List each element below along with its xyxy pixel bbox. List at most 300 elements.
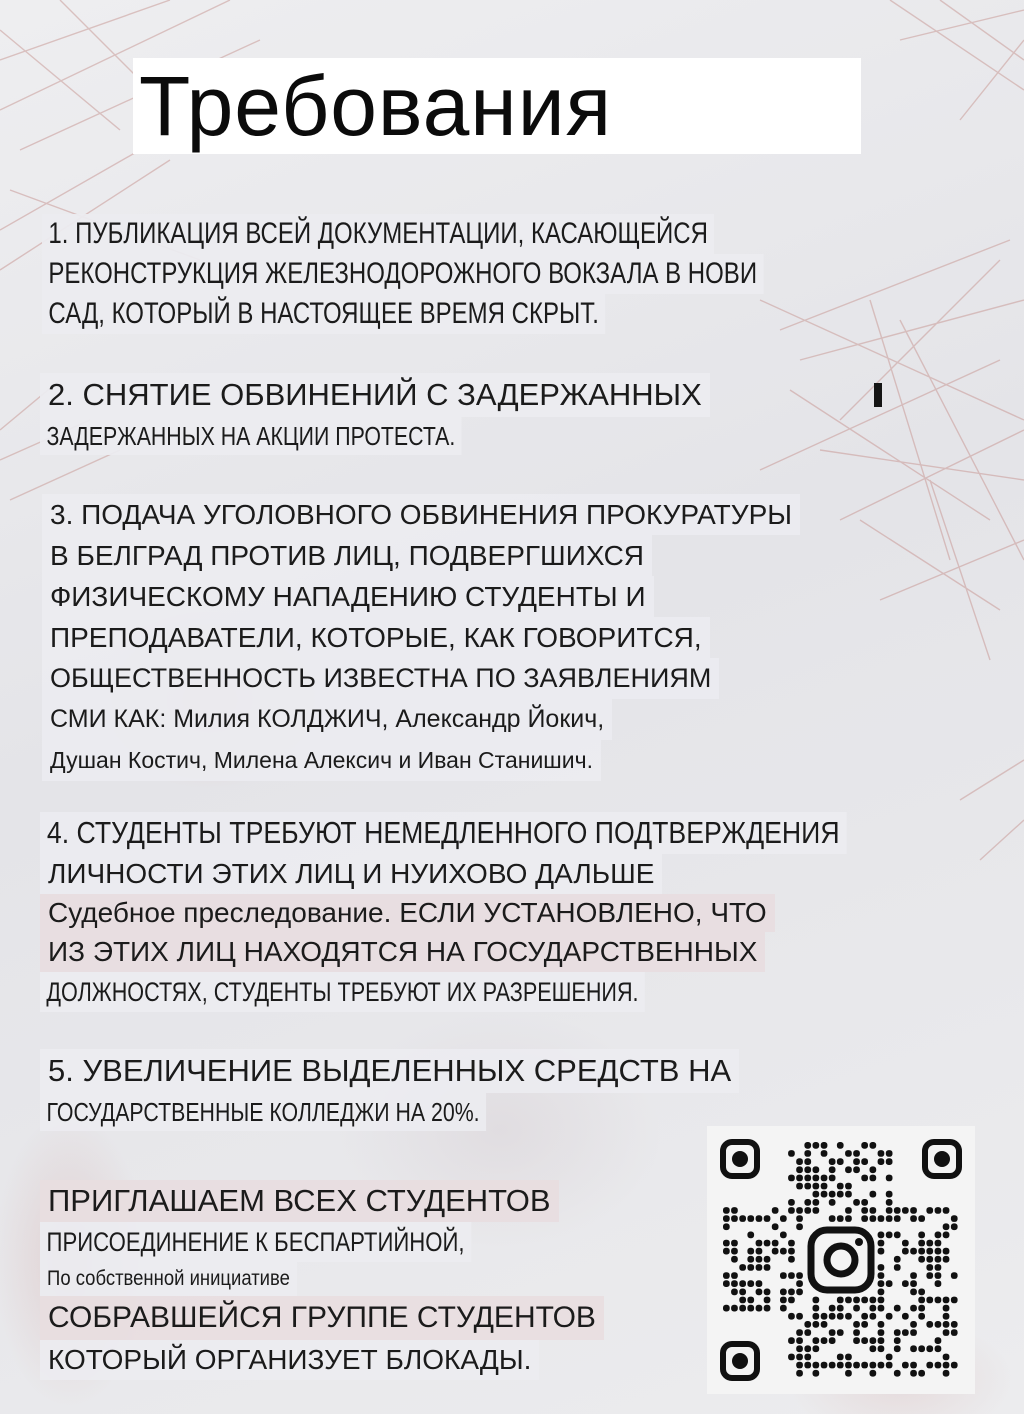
qr-module — [723, 1248, 730, 1255]
qr-module — [764, 1297, 771, 1304]
qr-module — [813, 1207, 820, 1214]
qr-module — [772, 1240, 779, 1247]
demand-1 — [42, 214, 944, 334]
qr-module — [878, 1215, 885, 1222]
qr-module — [910, 1280, 917, 1287]
qr-module — [918, 1289, 925, 1296]
qr-module — [935, 1337, 942, 1344]
demand-3-line-7: Душан Костич, Милена Алексич и Иван Станишич. — [42, 740, 601, 781]
invitation-line-4: СОБРАВШЕЙСЯ ГРУППЕ СТУДЕНТОВ — [40, 1296, 604, 1340]
qr-module — [780, 1272, 787, 1279]
qr-module — [756, 1248, 763, 1255]
qr-module — [943, 1354, 950, 1361]
qr-module — [902, 1207, 909, 1214]
qr-module — [756, 1256, 763, 1263]
qr-module — [788, 1175, 795, 1182]
qr-module — [918, 1256, 925, 1263]
qr-module — [943, 1362, 950, 1369]
qr-module — [829, 1329, 836, 1336]
qr-module — [837, 1313, 844, 1320]
qr-module — [796, 1166, 803, 1173]
qr-module — [796, 1313, 803, 1320]
qr-module — [886, 1232, 893, 1239]
qr-module — [870, 1362, 877, 1369]
qr-module — [780, 1232, 787, 1239]
qr-module — [886, 1207, 893, 1214]
invitation — [40, 1180, 604, 1380]
qr-module — [731, 1305, 738, 1312]
qr-module — [886, 1354, 893, 1361]
qr-module — [886, 1199, 893, 1206]
qr-module — [829, 1166, 836, 1173]
qr-module — [829, 1305, 836, 1312]
qr-module — [943, 1223, 950, 1230]
demand-3 — [42, 494, 800, 781]
qr-module — [788, 1272, 795, 1279]
qr-module — [747, 1264, 754, 1271]
qr-module — [926, 1345, 933, 1352]
qr-module — [821, 1191, 828, 1198]
qr-module — [935, 1264, 942, 1271]
qr-module — [731, 1240, 738, 1247]
qr-module — [910, 1370, 917, 1377]
qr-module — [894, 1345, 901, 1352]
qr-module — [870, 1305, 877, 1312]
qr-module — [926, 1272, 933, 1279]
qr-module — [935, 1280, 942, 1287]
qr-module — [813, 1166, 820, 1173]
qr-module — [853, 1321, 860, 1328]
qr-module — [853, 1362, 860, 1369]
qr-module — [910, 1248, 917, 1255]
qr-module — [764, 1256, 771, 1263]
demand-4-line-1: 4. СТУДЕНТЫ ТРЕБУЮТ НЕМЕДЛЕННОГО ПОДТВЕРЖДЕНИЯ — [40, 812, 846, 854]
qr-module — [870, 1207, 877, 1214]
qr-module — [821, 1337, 828, 1344]
qr-module — [723, 1280, 730, 1287]
demand-5-line-2: ГОСУДАРСТВЕННЫЕ КОЛЛЕДЖИ НА 20%. — [40, 1093, 486, 1131]
qr-module — [845, 1354, 852, 1361]
qr-module — [910, 1207, 917, 1214]
qr-module — [788, 1207, 795, 1214]
qr-module — [870, 1191, 877, 1198]
qr-module — [756, 1305, 763, 1312]
qr-module — [870, 1297, 877, 1304]
qr-module — [731, 1207, 738, 1214]
qr-module — [780, 1248, 787, 1255]
qr-module — [804, 1199, 811, 1206]
qr-module — [813, 1183, 820, 1190]
qr-module — [861, 1175, 868, 1182]
qr-module — [772, 1207, 779, 1214]
qr-module — [837, 1191, 844, 1198]
qr-module — [723, 1272, 730, 1279]
qr-module — [747, 1280, 754, 1287]
qr-module — [796, 1370, 803, 1377]
qr-module — [870, 1175, 877, 1182]
qr-module — [861, 1158, 868, 1165]
qr-module — [910, 1215, 917, 1222]
qr-module — [870, 1142, 877, 1149]
qr-module — [878, 1329, 885, 1336]
qr-module — [853, 1337, 860, 1344]
qr-module — [829, 1175, 836, 1182]
qr-module — [894, 1305, 901, 1312]
qr-module — [926, 1321, 933, 1328]
qr-module — [731, 1215, 738, 1222]
qr-module — [926, 1248, 933, 1255]
qr-module — [788, 1150, 795, 1157]
qr-module — [870, 1313, 877, 1320]
qr-module — [926, 1297, 933, 1304]
demand-3-line-1: 3. ПОДАЧА УГОЛОВНОГО ОБВИНЕНИЯ ПРОКУРАТУРЫ — [42, 494, 800, 535]
qr-module — [853, 1199, 860, 1206]
qr-module — [731, 1289, 738, 1296]
qr-module — [935, 1256, 942, 1263]
demand-2-line-1: 2. СНЯТИЕ ОБВИНЕНИЙ С ЗАДЕРЖАННЫХ — [40, 373, 710, 417]
demand-4-line-4: ИЗ ЭТИХ ЛИЦ НАХОДЯТСЯ НА ГОСУДАРСТВЕННЫХ — [40, 932, 765, 972]
page-title: Требования — [133, 58, 861, 154]
qr-module — [886, 1280, 893, 1287]
qr-module — [861, 1337, 868, 1344]
qr-module — [870, 1166, 877, 1173]
qr-module — [878, 1240, 885, 1247]
qr-module — [837, 1183, 844, 1190]
qr-module — [878, 1297, 885, 1304]
qr-module — [756, 1280, 763, 1287]
qr-module — [804, 1321, 811, 1328]
qr-module — [878, 1158, 885, 1165]
qr-module — [853, 1305, 860, 1312]
demand-1-line-3: САД, КОТОРЫЙ В НАСТОЯЩЕЕ ВРЕМЯ СКРЫТ. — [42, 294, 605, 334]
qr-module — [870, 1370, 877, 1377]
qr-module — [804, 1345, 811, 1352]
qr-module — [788, 1313, 795, 1320]
qr-module — [813, 1337, 820, 1344]
qr-module — [804, 1166, 811, 1173]
qr-module — [861, 1313, 868, 1320]
qr-module — [886, 1362, 893, 1369]
qr-module — [796, 1362, 803, 1369]
qr-module — [951, 1297, 958, 1304]
qr-module — [845, 1150, 852, 1157]
qr-module — [894, 1256, 901, 1263]
qr-module — [731, 1256, 738, 1263]
qr-module — [870, 1345, 877, 1352]
qr-module — [918, 1370, 925, 1377]
qr-module — [878, 1289, 885, 1296]
demand-2 — [40, 373, 710, 455]
qr-module — [747, 1305, 754, 1312]
qr-module — [796, 1329, 803, 1336]
qr-module — [845, 1207, 852, 1214]
qr-module — [845, 1215, 852, 1222]
qr-module — [935, 1345, 942, 1352]
qr-module — [861, 1207, 868, 1214]
qr-module — [723, 1223, 730, 1230]
qr-module — [845, 1297, 852, 1304]
qr-module — [796, 1183, 803, 1190]
qr-module — [943, 1207, 950, 1214]
qr-module — [821, 1321, 828, 1328]
qr-module — [796, 1175, 803, 1182]
qr-module — [731, 1272, 738, 1279]
qr-module — [918, 1313, 925, 1320]
qr-module — [943, 1297, 950, 1304]
qr-module — [837, 1297, 844, 1304]
invitation-line-1: ПРИГЛАШАЕМ ВСЕХ СТУДЕНТОВ — [40, 1180, 559, 1222]
qr-module — [804, 1329, 811, 1336]
qr-module — [935, 1240, 942, 1247]
qr-module — [739, 1264, 746, 1271]
qr-module — [902, 1240, 909, 1247]
qr-module — [813, 1313, 820, 1320]
qr-module — [804, 1183, 811, 1190]
qr-module — [813, 1175, 820, 1182]
qr-module — [764, 1264, 771, 1271]
qr-module — [804, 1158, 811, 1165]
qr-module — [886, 1175, 893, 1182]
qr-module — [894, 1329, 901, 1336]
qr-code-image — [707, 1126, 975, 1394]
qr-module — [918, 1215, 925, 1222]
qr-module — [837, 1362, 844, 1369]
qr-module — [821, 1142, 828, 1149]
qr-module — [747, 1232, 754, 1239]
qr-module — [943, 1313, 950, 1320]
qr-module — [813, 1370, 820, 1377]
qr-module — [918, 1232, 925, 1239]
qr-module — [894, 1207, 901, 1214]
qr-module — [902, 1248, 909, 1255]
qr-module — [804, 1175, 811, 1182]
qr-module — [926, 1362, 933, 1369]
qr-module — [861, 1321, 868, 1328]
qr-module — [756, 1215, 763, 1222]
qr-module — [756, 1289, 763, 1296]
invitation-line-3: По собственной инициативе — [40, 1262, 297, 1296]
qr-module — [926, 1240, 933, 1247]
qr-module — [902, 1362, 909, 1369]
invitation-line-2: ПРИСОЕДИНЕНИЕ К БЕСПАРТИЙНОЙ, — [40, 1222, 471, 1262]
qr-module — [788, 1337, 795, 1344]
qr-module — [739, 1297, 746, 1304]
qr-module — [910, 1272, 917, 1279]
qr-module — [829, 1191, 836, 1198]
qr-module — [780, 1305, 787, 1312]
qr-module — [813, 1345, 820, 1352]
qr-module — [829, 1362, 836, 1369]
qr-module — [821, 1313, 828, 1320]
qr-module — [756, 1240, 763, 1247]
qr-module — [747, 1256, 754, 1263]
qr-module — [861, 1297, 868, 1304]
qr-module — [935, 1232, 942, 1239]
qr-module — [878, 1280, 885, 1287]
qr-module — [845, 1370, 852, 1377]
qr-module — [878, 1150, 885, 1157]
qr-module — [926, 1264, 933, 1271]
qr-module — [821, 1175, 828, 1182]
demand-3-line-5: ОБЩЕСТВЕННОСТЬ ИЗВЕСТНА ПО ЗАЯВЛЕНИЯМ — [42, 658, 719, 699]
qr-module — [878, 1362, 885, 1369]
instagram-icon — [805, 1224, 877, 1296]
qr-module — [788, 1354, 795, 1361]
qr-module — [804, 1207, 811, 1214]
qr-module — [918, 1240, 925, 1247]
qr-module — [894, 1215, 901, 1222]
qr-module — [951, 1215, 958, 1222]
qr-module — [870, 1337, 877, 1344]
qr-module — [764, 1215, 771, 1222]
demand-3-line-4: ПРЕПОДАВАТЕЛИ, КОТОРЫЕ, КАК ГОВОРИТСЯ, — [42, 617, 710, 658]
qr-module — [902, 1280, 909, 1287]
qr-module — [918, 1345, 925, 1352]
qr-module — [951, 1223, 958, 1230]
qr-module — [845, 1166, 852, 1173]
qr-module — [804, 1362, 811, 1369]
qr-module — [780, 1215, 787, 1222]
qr-module — [845, 1183, 852, 1190]
qr-module — [878, 1264, 885, 1271]
qr-module — [813, 1321, 820, 1328]
qr-module — [886, 1313, 893, 1320]
qr-module — [731, 1248, 738, 1255]
qr-module — [813, 1362, 820, 1369]
qr-module — [739, 1305, 746, 1312]
demand-4 — [40, 812, 978, 1012]
qr-module — [910, 1362, 917, 1369]
qr-module — [853, 1150, 860, 1157]
qr-module — [837, 1354, 844, 1361]
qr-module — [878, 1321, 885, 1328]
qr-module — [935, 1207, 942, 1214]
qr-module — [910, 1321, 917, 1328]
qr-module — [764, 1289, 771, 1296]
qr-module — [821, 1362, 828, 1369]
qr-module — [886, 1215, 893, 1222]
demand-3-line-3: ФИЗИЧЕСКОМУ НАПАДЕНИЮ СТУДЕНТЫ И — [42, 576, 654, 617]
qr-module — [861, 1215, 868, 1222]
qr-module — [918, 1248, 925, 1255]
qr-module — [813, 1199, 820, 1206]
qr-module — [739, 1289, 746, 1296]
qr-module — [796, 1289, 803, 1296]
qr-module — [918, 1297, 925, 1304]
qr-module — [910, 1329, 917, 1336]
qr-module — [804, 1354, 811, 1361]
qr-module — [772, 1223, 779, 1230]
qr-module — [723, 1207, 730, 1214]
qr-module — [886, 1191, 893, 1198]
qr-module — [918, 1305, 925, 1312]
qr-module — [723, 1215, 730, 1222]
qr-module — [878, 1305, 885, 1312]
qr-module — [943, 1321, 950, 1328]
qr-module — [821, 1150, 828, 1157]
qr-module — [747, 1297, 754, 1304]
qr-module — [943, 1232, 950, 1239]
qr-module — [943, 1256, 950, 1263]
qr-module — [796, 1207, 803, 1214]
demand-4-line-3: Судебное преследование. ЕСЛИ УСТАНОВЛЕНО, ЧТО — [40, 894, 775, 932]
qr-module — [813, 1191, 820, 1198]
qr-module — [804, 1142, 811, 1149]
qr-module — [837, 1215, 844, 1222]
qr-module — [739, 1215, 746, 1222]
qr-module — [813, 1142, 820, 1149]
demand-1-line-2: РЕКОНСТРУКЦИЯ ЖЕЛЕЗНОДОРОЖНОГО ВОКЗАЛА В НОВИ — [42, 254, 763, 294]
qr-module — [772, 1248, 779, 1255]
qr-module — [796, 1337, 803, 1344]
qr-module — [764, 1240, 771, 1247]
qr-code[interactable] — [707, 1126, 975, 1394]
qr-module — [951, 1321, 958, 1328]
qr-module — [943, 1329, 950, 1336]
qr-module — [747, 1215, 754, 1222]
qr-module — [951, 1362, 958, 1369]
qr-module — [894, 1232, 901, 1239]
qr-module — [878, 1345, 885, 1352]
qr-module — [723, 1305, 730, 1312]
qr-module — [780, 1289, 787, 1296]
qr-module — [902, 1329, 909, 1336]
qr-module — [894, 1264, 901, 1271]
qr-module — [764, 1305, 771, 1312]
qr-module — [910, 1289, 917, 1296]
qr-module — [861, 1142, 868, 1149]
demand-3-line-2: В БЕЛГРАД ПРОТИВ ЛИЦ, ПОДВЕРГШИХСЯ — [42, 535, 652, 576]
demand-2-line-2: ЗАДЕРЖАННЫХ НА АКЦИИ ПРОТЕСТА. — [40, 417, 462, 455]
qr-module — [804, 1150, 811, 1157]
qr-module — [796, 1223, 803, 1230]
qr-module — [788, 1297, 795, 1304]
qr-module — [796, 1215, 803, 1222]
qr-module — [886, 1158, 893, 1165]
qr-module — [951, 1329, 958, 1336]
qr-module — [926, 1207, 933, 1214]
qr-module — [845, 1362, 852, 1369]
demand-4-line-2: ЛИЧНОСТИ ЭТИХ ЛИЦ И НУИХОВО ДАЛЬШЕ — [40, 854, 662, 894]
qr-module — [837, 1158, 844, 1165]
qr-module — [951, 1272, 958, 1279]
qr-module — [935, 1297, 942, 1304]
qr-module — [796, 1345, 803, 1352]
qr-module — [837, 1329, 844, 1336]
qr-module — [837, 1142, 844, 1149]
qr-module — [731, 1280, 738, 1287]
qr-module — [837, 1305, 844, 1312]
qr-module — [861, 1199, 868, 1206]
qr-module — [829, 1215, 836, 1222]
qr-module — [878, 1248, 885, 1255]
qr-module — [935, 1362, 942, 1369]
qr-module — [935, 1248, 942, 1255]
qr-module — [788, 1199, 795, 1206]
qr-module — [861, 1362, 868, 1369]
qr-module — [926, 1256, 933, 1263]
qr-module — [796, 1158, 803, 1165]
invitation-line-5: КОТОРЫЙ ОРГАНИЗУЕТ БЛОКАДЫ. — [40, 1340, 539, 1380]
qr-module — [829, 1313, 836, 1320]
qr-module — [853, 1329, 860, 1336]
qr-module — [788, 1289, 795, 1296]
demand-3-line-6: СМИ КАК: Милия КОЛДЖИЧ, Александр Йокич, — [42, 699, 612, 740]
qr-module — [821, 1183, 828, 1190]
demand-5 — [40, 1049, 739, 1131]
qr-module — [902, 1313, 909, 1320]
qr-module — [756, 1264, 763, 1271]
